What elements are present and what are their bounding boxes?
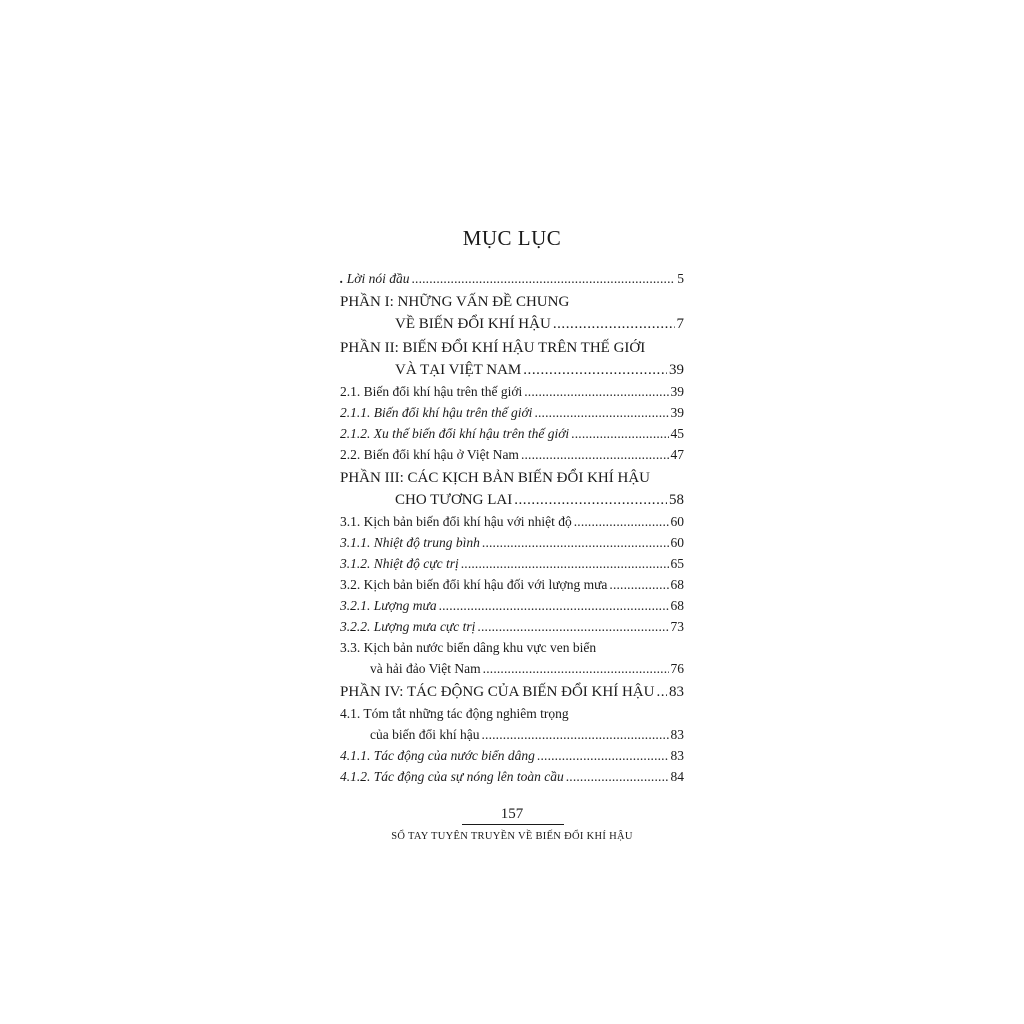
toc-entry-part4[interactable]: [340, 681, 684, 703]
toc-entry-part2[interactable]: [340, 359, 684, 381]
toc-label: VỀ BIẾN ĐỔI KHÍ HẬU: [395, 316, 551, 332]
toc-label: 2.2. Biến đổi khí hậu ở Việt Nam: [340, 447, 519, 462]
toc-label: và hải đảo Việt Nam: [370, 661, 481, 676]
toc-entry-3-1[interactable]: [340, 511, 684, 532]
toc-label: 3.1. Kịch bản biến đổi khí hậu với nhiệt độ: [340, 514, 572, 529]
toc-page: 68: [670, 598, 684, 613]
toc-page: 39: [670, 384, 684, 399]
toc-page: 5: [677, 271, 684, 286]
toc-label: [340, 268, 409, 289]
dot-leader: [524, 381, 668, 402]
dot-leader: [553, 313, 675, 335]
toc-label: 3.2. Kịch bản biến đổi khí hậu đối với lượng mưa: [340, 577, 608, 592]
toc-page: 45: [670, 426, 684, 441]
toc-label: 2.1. Biến đổi khí hậu trên thế giới: [340, 384, 523, 399]
dot-leader: [477, 616, 668, 637]
toc-page: 76: [670, 661, 684, 676]
toc-label: PHẦN IV: TÁC ĐỘNG CỦA BIẾN ĐỔI KHÍ HẬU: [340, 684, 655, 700]
toc-entry-2-1[interactable]: [340, 381, 684, 402]
toc-page: 83: [670, 727, 684, 742]
toc-entry-4-1-line1[interactable]: 4.1. Tóm tắt những tác động nghiêm trọng: [340, 706, 569, 721]
toc-label: VÀ TẠI VIỆT NAM: [395, 362, 522, 378]
toc-entry-3-2-2[interactable]: [340, 616, 684, 637]
page-number: 157: [500, 806, 524, 822]
toc-label: CHO TƯƠNG LAI: [395, 492, 513, 508]
toc-page: 39: [669, 362, 684, 378]
toc-entry-3-1-2[interactable]: [340, 553, 684, 574]
footer-divider: [462, 824, 564, 825]
toc-page: 7: [676, 316, 684, 332]
dot-leader: [566, 766, 669, 787]
toc-page: 83: [669, 684, 684, 700]
toc-entry-3-2[interactable]: [340, 574, 684, 595]
toc-page: 58: [669, 492, 684, 508]
toc-entry-2-2[interactable]: [340, 444, 684, 465]
bullet: .: [340, 271, 344, 286]
dot-leader: [514, 489, 667, 511]
toc-page: 47: [670, 447, 684, 462]
toc-entry-3-3[interactable]: [340, 658, 684, 679]
toc-label: 4.1.2. Tác động của sự nóng lên toàn cầu: [340, 769, 564, 784]
dot-leader: [534, 402, 668, 423]
toc-page: 60: [670, 535, 684, 550]
toc-label: 3.2.1. Lượng mưa: [340, 598, 437, 613]
dot-leader: [481, 724, 668, 745]
dot-leader: [411, 268, 675, 289]
dot-leader: [461, 553, 669, 574]
toc-page: 84: [670, 769, 684, 784]
toc-entry-part3[interactable]: [340, 489, 684, 511]
toc-entry-3-2-1[interactable]: [340, 595, 684, 616]
dot-leader: [483, 658, 669, 679]
toc-label: 2.1.2. Xu thế biến đổi khí hậu trên thế giới: [340, 426, 570, 441]
toc-page: 68: [670, 577, 684, 592]
toc-page: 83: [670, 748, 684, 763]
toc-entry-preface[interactable]: [340, 268, 684, 289]
toc-label: 4.1.1. Tác động của nước biển dâng: [340, 748, 535, 763]
dot-leader: [537, 745, 669, 766]
toc-entry-4-1-1[interactable]: [340, 745, 684, 766]
toc-entry-4-1[interactable]: [340, 724, 684, 745]
dot-leader: [609, 574, 668, 595]
toc-entry-3-3-line1[interactable]: 3.3. Kịch bản nước biển dâng khu vực ven biển: [340, 640, 597, 655]
toc-page: 73: [670, 619, 684, 634]
dot-leader: [521, 444, 669, 465]
toc-label: 3.2.2. Lượng mưa cực trị: [340, 619, 476, 634]
toc-label: 2.1.1. Biến đổi khí hậu trên thế giới: [340, 405, 533, 420]
dot-leader: [523, 359, 667, 381]
toc-entry-4-1-2[interactable]: [340, 766, 684, 787]
toc-entry-part1[interactable]: [340, 313, 684, 335]
toc-entry-part1-line1[interactable]: PHẦN I: NHỮNG VẤN ĐỀ CHUNG: [340, 294, 570, 310]
toc-label: 3.1.1. Nhiệt độ trung bình: [340, 535, 480, 550]
toc-entry-3-1-1[interactable]: [340, 532, 684, 553]
toc-entry-part2-line1[interactable]: PHẦN II: BIẾN ĐỔI KHÍ HẬU TRÊN THẾ GIỚI: [340, 340, 646, 356]
dot-leader: [656, 681, 667, 703]
toc-label-text: Lời nói đầu: [346, 271, 410, 286]
page-title: MỤC LỤC: [462, 226, 562, 250]
toc-page: 60: [670, 514, 684, 529]
toc-label: 3.1.2. Nhiệt độ cực trị: [340, 556, 459, 571]
toc-page: 65: [670, 556, 684, 571]
dot-leader: [482, 532, 669, 553]
toc-label: của biến đổi khí hậu: [370, 727, 480, 742]
toc-entry-2-1-1[interactable]: [340, 402, 684, 423]
toc-entry-2-1-2[interactable]: [340, 423, 684, 444]
toc-entry-part3-line1[interactable]: PHẦN III: CÁC KỊCH BẢN BIẾN ĐỔI KHÍ HẬU: [340, 470, 650, 486]
running-title: SỔ TAY TUYÊN TRUYỀN VỀ BIẾN ĐỔI KHÍ HẬU: [391, 831, 633, 842]
table-of-contents: [340, 268, 684, 787]
dot-leader: [439, 595, 669, 616]
dot-leader: [571, 423, 668, 444]
toc-page: 39: [670, 405, 684, 420]
dot-leader: [574, 511, 669, 532]
